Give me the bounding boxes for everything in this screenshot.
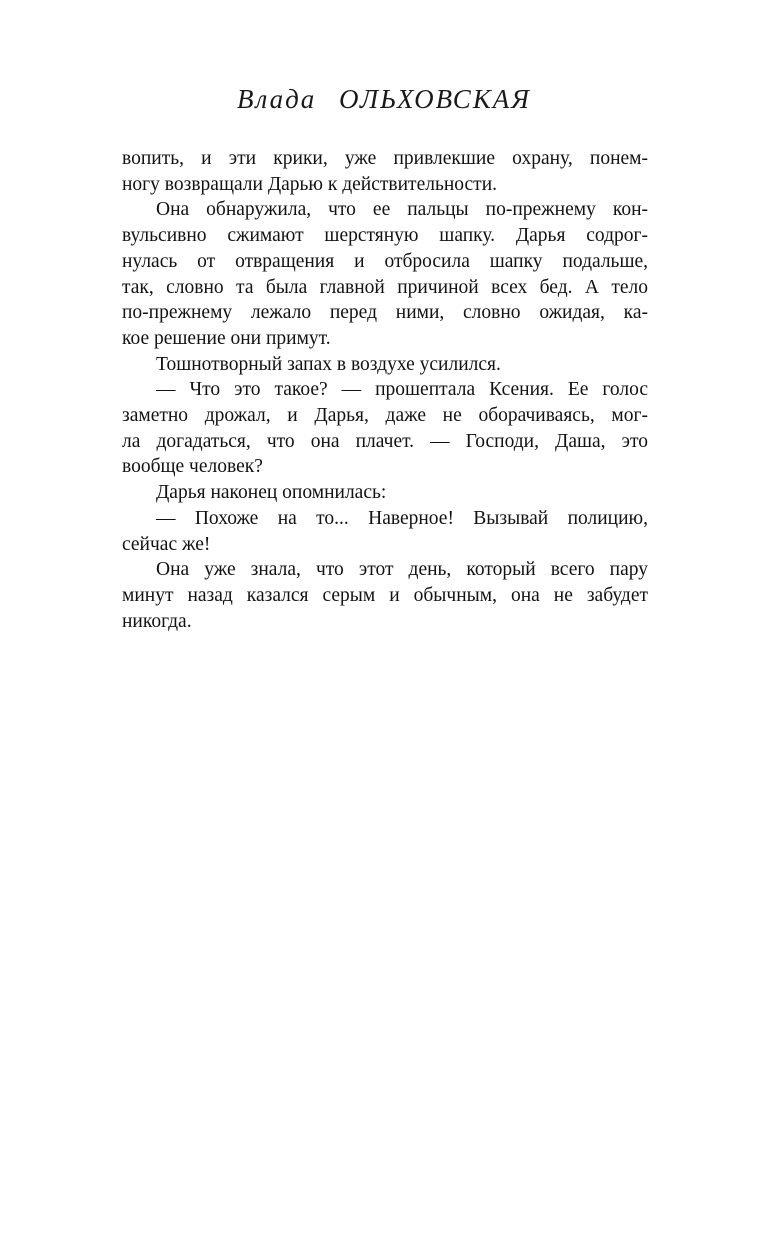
text-line: вульсивно сжимают шерстяную шапку. Дарья содрог-	[122, 225, 648, 247]
text-line: заметно дрожал, и Дарья, даже не оборачиваясь, мог-	[122, 405, 648, 427]
text-line: Она обнаружила, что ее пальцы по-прежнему кон-	[156, 199, 648, 221]
text-line: вообще человек?	[122, 456, 263, 478]
text-line: сейчас же!	[122, 533, 211, 555]
running-header: Влада ОЛЬХОВСКАЯ	[237, 84, 531, 114]
text-line: по-прежнему лежало перед ними, словно ожидая, ка-	[122, 302, 648, 324]
text-line: — Похоже на то... Наверное! Вызывай полицию,	[156, 507, 648, 529]
paragraph-3	[122, 377, 648, 480]
body-text	[122, 146, 648, 634]
paragraph-0	[122, 146, 648, 197]
paragraph-2	[122, 352, 648, 378]
text-line: минут назад казался серым и обычным, она не забудет	[122, 584, 648, 606]
text-line: Она уже знала, что этот день, который всего пару	[156, 559, 648, 581]
paragraph-4	[122, 480, 648, 506]
text-line: кое решение они примут.	[122, 327, 331, 349]
text-line: нулась от отвращения и отбросила шапку подальше,	[122, 250, 648, 272]
text-line: никогда.	[122, 610, 192, 632]
text-line: ногу возвращали Дарью к действительности.	[122, 173, 498, 195]
text-line: так, словно та была главной причиной всех бед. А тело	[122, 276, 648, 298]
text-line: Тошнотворный запах в воздухе усилился.	[156, 353, 501, 375]
paragraph-5	[122, 506, 648, 557]
text-line: ла догадаться, что она плачет. — Господи, Даша, это	[122, 430, 648, 452]
paragraph-1	[122, 197, 648, 351]
text-line: Дарья наконец опомнилась:	[156, 482, 387, 504]
text-line: — Что это такое? — прошептала Ксения. Ее голос	[156, 379, 648, 401]
paragraph-6	[122, 557, 648, 634]
text-line: вопить, и эти крики, уже привлекшие охрану, понем-	[122, 148, 648, 169]
